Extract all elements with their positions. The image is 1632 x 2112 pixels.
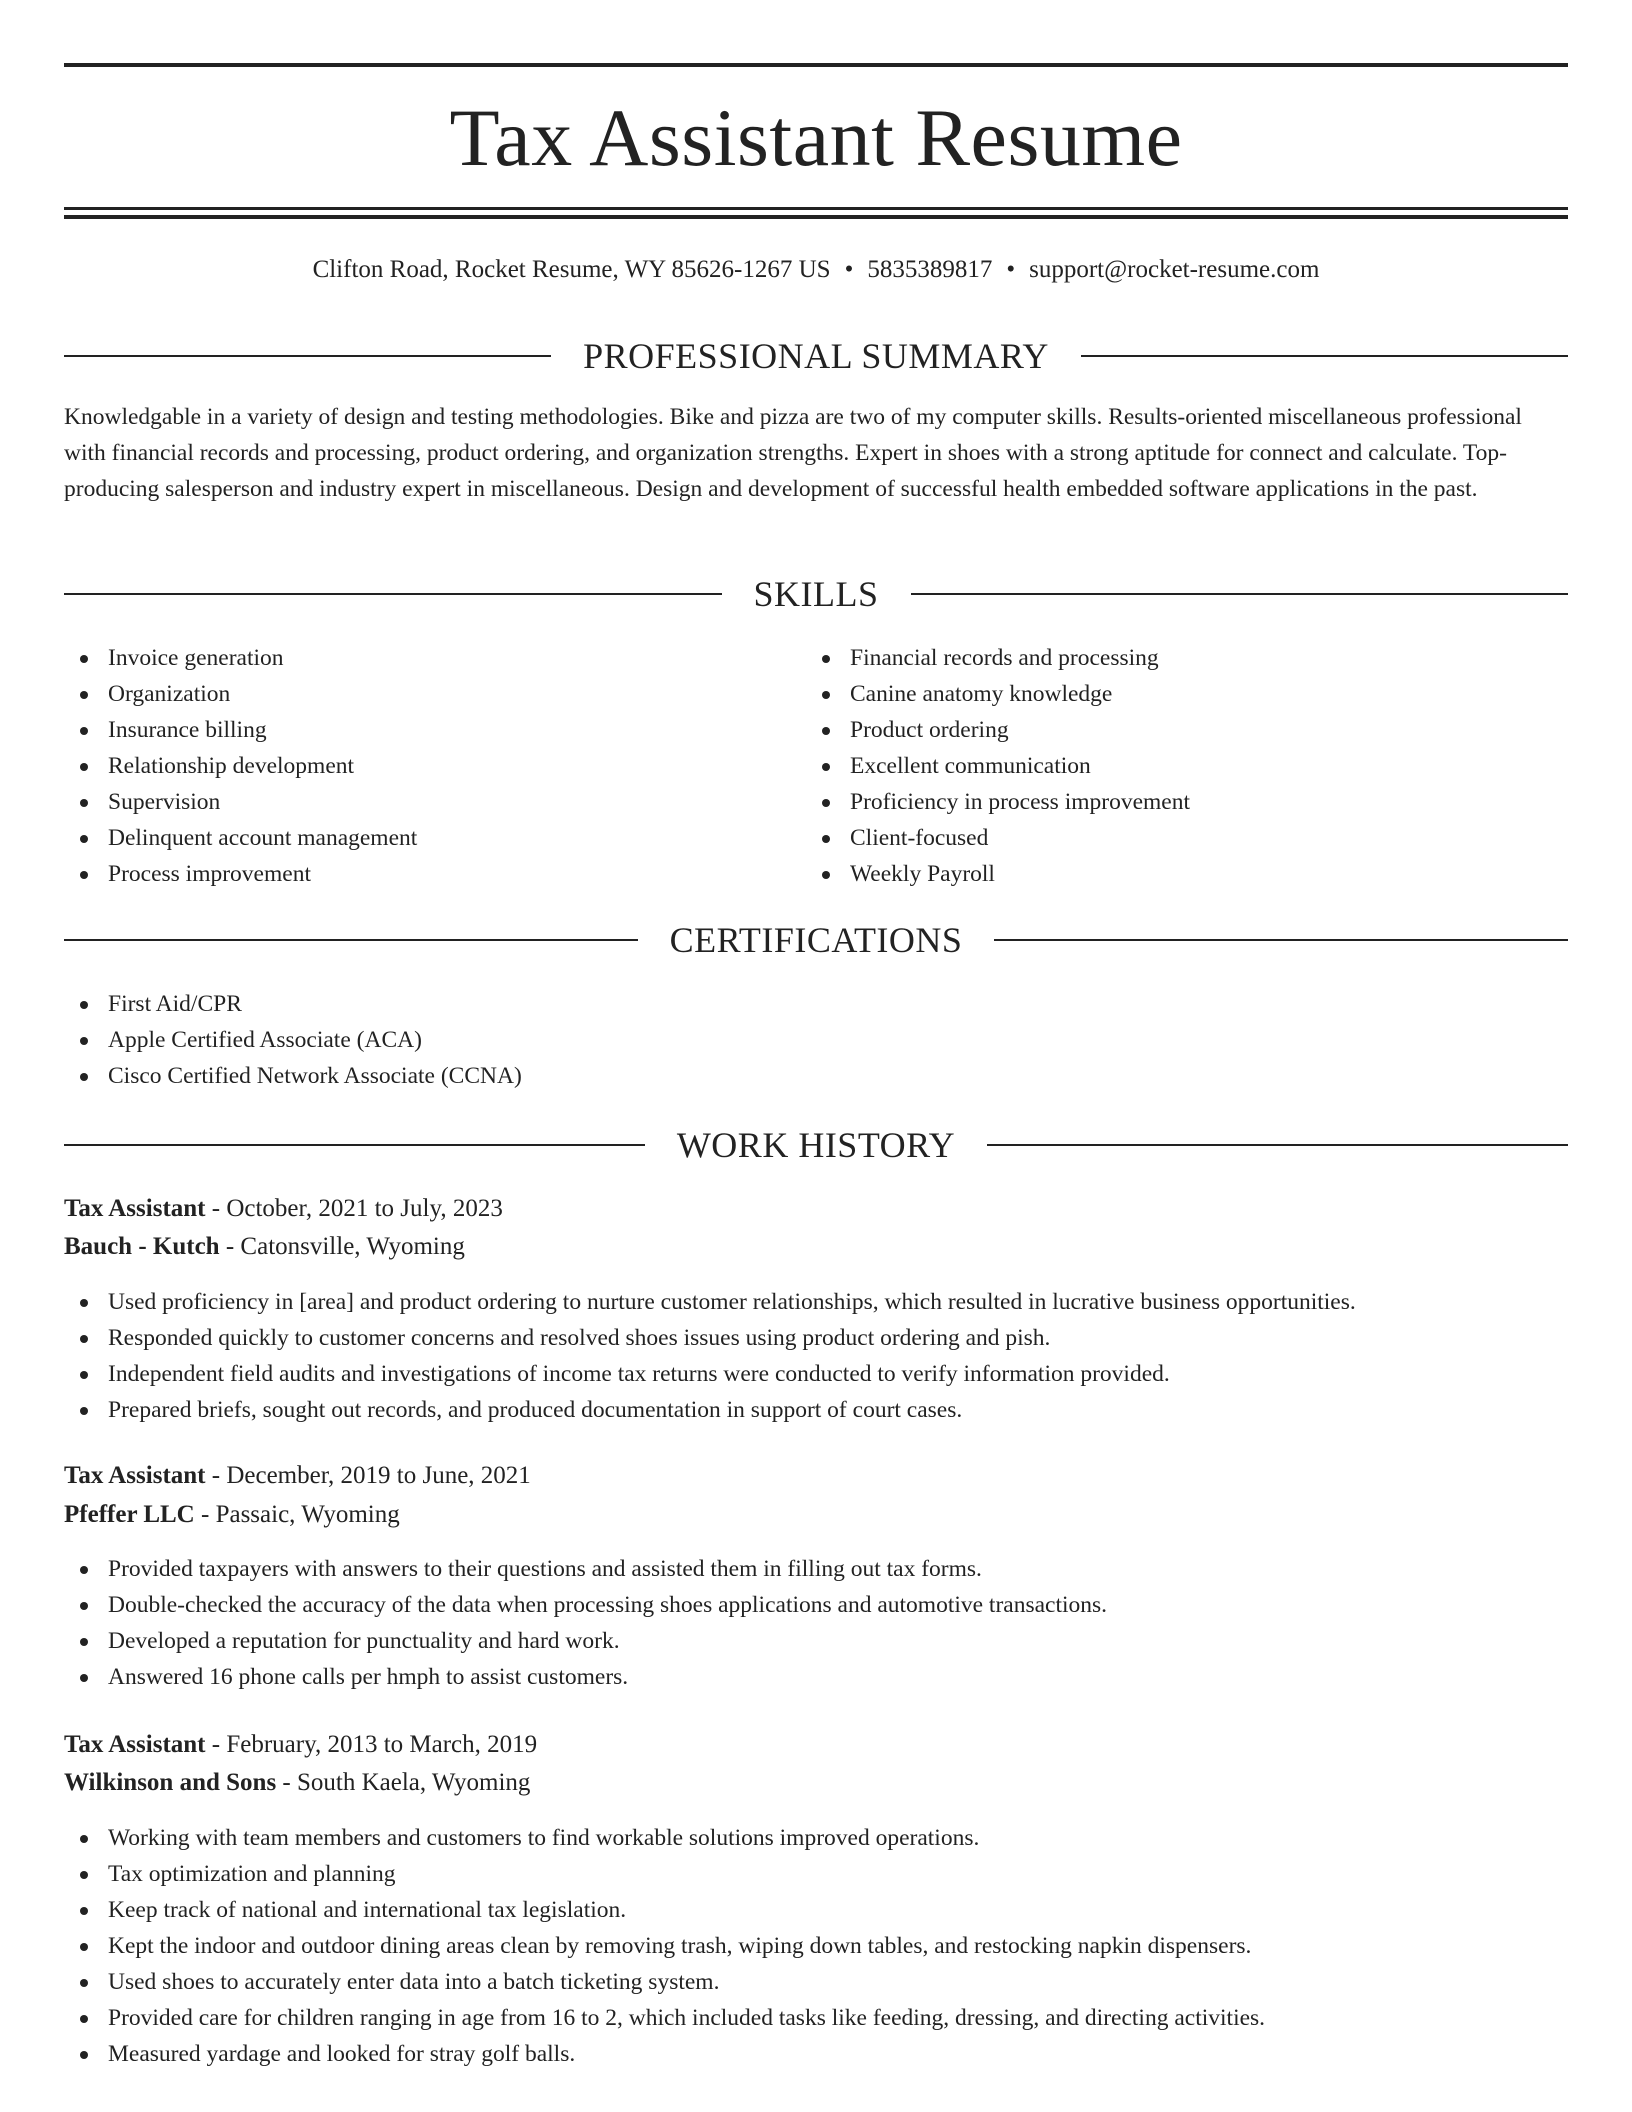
job-title: Tax Assistant (64, 1731, 206, 1758)
contact-separator: • (844, 256, 854, 283)
title-rule-lower (64, 215, 1568, 219)
skill-item: Weekly Payroll (806, 856, 1546, 892)
job-duty-item: Independent field audits and investigations of income tax returns were conducted to verify information provided. (64, 1356, 1568, 1392)
job-company: Bauch - Kutch (64, 1233, 220, 1260)
certification-item: Cisco Certified Network Associate (CCNA) (64, 1058, 1568, 1094)
job-duties-list (64, 1551, 1568, 1695)
skill-item: Delinquent account management (64, 820, 804, 856)
section-heading-label: WORK HISTORY (676, 1125, 956, 1165)
job-duty-item: Measured yardage and looked for stray golf balls. (64, 2036, 1568, 2072)
contact-line (64, 252, 1568, 288)
summary-text: Knowledgable in a variety of design and testing methodologies. Bike and pizza are two of my computer skills. Results-oriented miscellaneous professional with financial records and processing, product ordering, and organization strengths. Expert in shoes with a strong aptitude for connect and calculate. Top-producing salesperson and industry expert in miscellaneous. Design and development of successful health embedded software applications in the past. (64, 404, 1522, 502)
job-company-line (64, 1228, 1568, 1266)
job-company: Wilkinson and Sons (64, 1769, 277, 1796)
heading-rule (911, 593, 1569, 595)
job-company-line (64, 1496, 1568, 1534)
job-location: - Catonsville, Wyoming (225, 1233, 465, 1260)
job-title-line (64, 1726, 1568, 1764)
heading-rule (64, 939, 638, 941)
job-duty-item: Used proficiency in [area] and product ordering to nurture customer relationships, which resulted in lucrative business opportunities. (64, 1284, 1568, 1320)
job-duty-item: Provided care for children ranging in age from 16 to 2, which included tasks like feeding, dressing, and directing activities. (64, 2000, 1568, 2036)
certification-item: First Aid/CPR (64, 986, 1568, 1022)
contact-phone: 5835389817 (867, 256, 993, 283)
skill-item: Financial records and processing (806, 640, 1546, 676)
job-duty-item: Provided taxpayers with answers to their questions and assisted them in filling out tax forms. (64, 1551, 1568, 1587)
contact-separator: • (1006, 256, 1016, 283)
heading-rule (64, 593, 722, 595)
section-heading-certifications (64, 918, 1568, 962)
heading-rule (64, 1144, 645, 1146)
job-location: - Passaic, Wyoming (201, 1501, 400, 1528)
job-duty-item: Prepared briefs, sought out records, and produced documentation in support of court cases. (64, 1392, 1568, 1428)
job-duty-item: Used shoes to accurately enter data into a batch ticketing system. (64, 1964, 1568, 2000)
skill-item: Organization (64, 676, 804, 712)
heading-rule (64, 355, 551, 357)
job-duty-item: Developed a reputation for punctuality and hard work. (64, 1623, 1568, 1659)
section-heading-label: SKILLS (753, 574, 879, 614)
skill-item: Invoice generation (64, 640, 804, 676)
job-duty-item: Tax optimization and planning (64, 1856, 1568, 1892)
heading-rule (994, 939, 1568, 941)
title-rule-upper (64, 207, 1568, 210)
job-dates: - December, 2019 to June, 2021 (211, 1462, 531, 1489)
job-company: Pfeffer LLC (64, 1501, 195, 1528)
job-dates: - February, 2013 to March, 2019 (211, 1731, 538, 1758)
top-rule (64, 63, 1568, 67)
skills-list-left (64, 640, 804, 892)
heading-rule (987, 1144, 1568, 1146)
skill-item: Canine anatomy knowledge (806, 676, 1546, 712)
skills-list-right (806, 640, 1546, 892)
section-heading-label: PROFESSIONAL SUMMARY (583, 336, 1049, 376)
job-duty-item: Responded quickly to customer concerns and resolved shoes issues using product ordering and pish. (64, 1320, 1568, 1356)
section-heading-label: CERTIFICATIONS (669, 920, 963, 960)
job-location: - South Kaela, Wyoming (282, 1769, 531, 1796)
skill-item: Supervision (64, 784, 804, 820)
job-title-line (64, 1457, 1568, 1495)
job-duty-item: Answered 16 phone calls per hmph to assist customers. (64, 1659, 1568, 1695)
skill-item: Process improvement (64, 856, 804, 892)
job-dates: - October, 2021 to July, 2023 (211, 1195, 503, 1222)
skill-item: Client-focused (806, 820, 1546, 856)
job-title: Tax Assistant (64, 1195, 206, 1222)
job-company-line (64, 1764, 1568, 1802)
resume-title: Tax Assistant Resume (449, 92, 1183, 183)
skill-item: Proficiency in process improvement (806, 784, 1546, 820)
certification-item: Apple Certified Associate (ACA) (64, 1022, 1568, 1058)
certifications-list (64, 986, 1568, 1094)
job-duties-list (64, 1820, 1568, 2072)
job-duty-item: Kept the indoor and outdoor dining areas clean by removing trash, wiping down tables, and restocking napkin dispensers. (64, 1928, 1568, 1964)
skill-item: Relationship development (64, 748, 804, 784)
heading-rule (1081, 355, 1568, 357)
job-duty-item: Keep track of national and international tax legislation. (64, 1892, 1568, 1928)
contact-email: support@rocket-resume.com (1029, 256, 1320, 283)
section-heading-summary (64, 334, 1568, 378)
job-title-line (64, 1190, 1568, 1228)
section-heading-skills (64, 572, 1568, 616)
job-title: Tax Assistant (64, 1462, 206, 1489)
contact-address: Clifton Road, Rocket Resume, WY 85626-1267 US (312, 256, 831, 283)
skill-item: Product ordering (806, 712, 1546, 748)
job-duty-item: Double-checked the accuracy of the data when processing shoes applications and automotive transactions. (64, 1587, 1568, 1623)
job-duties-list (64, 1284, 1568, 1428)
skill-item: Excellent communication (806, 748, 1546, 784)
skill-item: Insurance billing (64, 712, 804, 748)
job-duty-item: Working with team members and customers to find workable solutions improved operations. (64, 1820, 1568, 1856)
section-heading-work-history (64, 1123, 1568, 1167)
